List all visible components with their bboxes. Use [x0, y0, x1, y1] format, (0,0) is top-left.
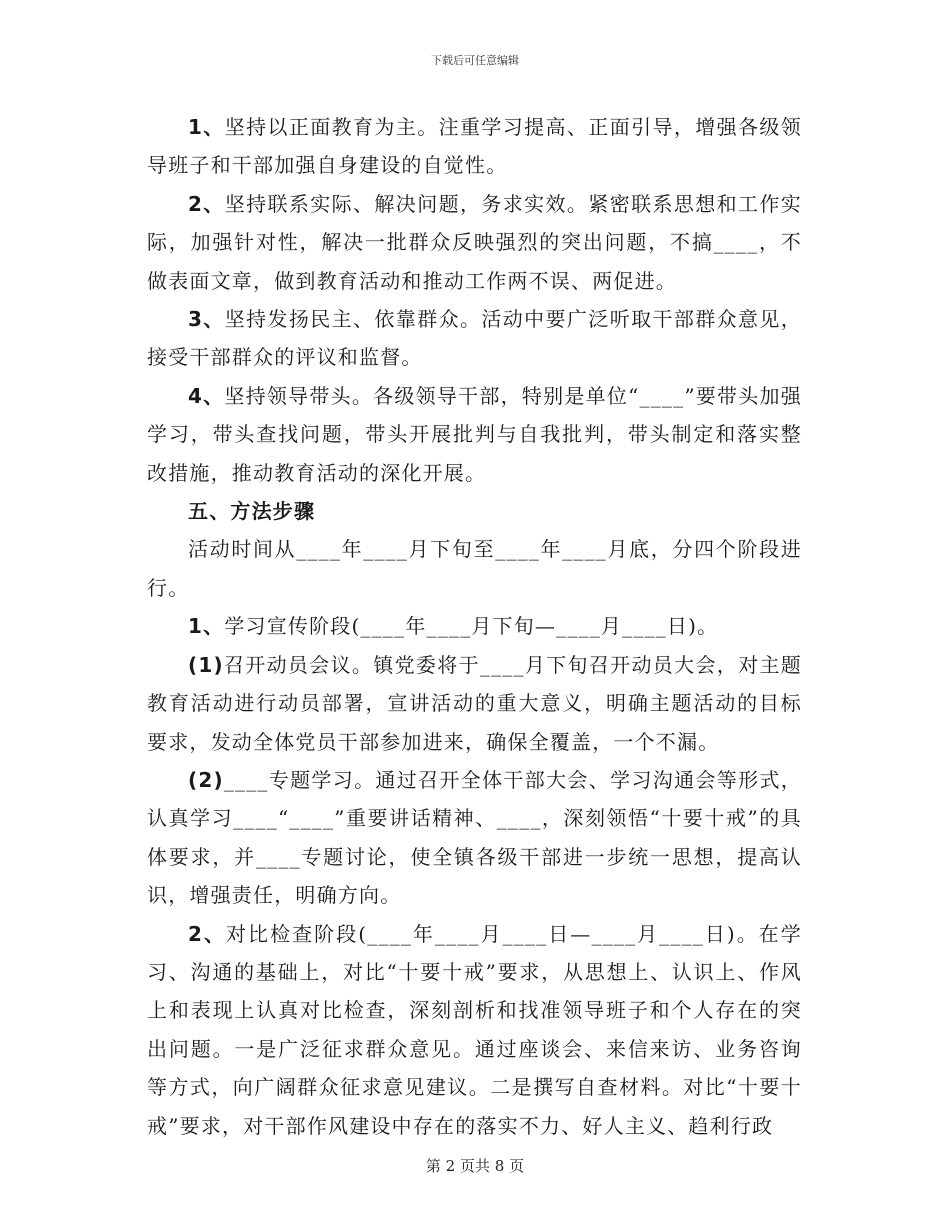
principle-paragraph-2	[147, 185, 802, 300]
paragraph-text: 学习宣传阶段(____年____月下旬—____月____日)。	[224, 614, 719, 639]
paragraph-number: 1、	[188, 614, 225, 639]
page-header: 下载后可任意编辑	[431, 54, 519, 67]
paragraph-text: 坚持以正面教育为主。注重学习提高、正面引导，增强各级领导班子和干部加强自身建设的自觉性。	[147, 115, 802, 178]
timeline-paragraph	[147, 530, 802, 607]
page-footer: 第 2 页共 8 页	[425, 1157, 525, 1175]
stage-1-heading	[147, 607, 802, 645]
paragraph-text: 活动时间从____年____月下旬至____年____月底，分四个阶段进行。	[147, 537, 802, 600]
paragraph-text: 坚持领导带头。各级领导干部，特别是单位“____”要带头加强学习，带头查找问题，带头开展批判与自我批判，带头制定和落实整改措施，推动教育活动的深化开展。	[147, 383, 802, 485]
document-body	[147, 108, 802, 1145]
stage-2-paragraph	[147, 915, 802, 1145]
principle-paragraph-4	[147, 377, 802, 492]
paragraph-number: (2)	[188, 767, 224, 792]
paragraph-text: 召开动员会议。镇党委将于____月下旬召开动员大会，对主题教育活动进行动员部署，宣讲活动的重大意义，明确主题活动的目标要求，发动全体党员干部参加进来，确保全覆盖，一个不漏。	[147, 652, 802, 754]
paragraph-number: 1、	[188, 115, 225, 139]
paragraph-text: 坚持联系实际、解决问题，务求实效。紧密联系思想和工作实际，加强针对性，解决一批群众反映强烈的突出问题，不搞____，不做表面文章，做到教育活动和推动工作两不误、两促进。	[147, 191, 802, 293]
principle-paragraph-3	[147, 300, 802, 377]
paragraph-number: 4、	[188, 383, 225, 408]
paragraph-number: 2、	[188, 191, 225, 216]
paragraph-number: (1)	[188, 652, 224, 677]
principle-paragraph-1	[147, 108, 802, 185]
paragraph-text: ____专题学习。通过召开全体干部大会、学习沟通会等形式，认真学习____“____”重要讲话精神、____，深刻领悟“十要十戒”的具体要求，并____专题讨论，使全镇各级干部进一步统一思想，提高认识，增强责任，明确方向。	[147, 767, 802, 908]
stage-1-item-1	[147, 646, 802, 761]
paragraph-text: 对比检查阶段(____年____月____日—____月____日)。在学习、沟通的基础上，对比“十要十戒”要求，从思想上、认识上、作风上和表现上认真对比检查，深刻剖析和找准领导班子和个人存在的突出问题。一是广泛征求群众意见。通过座谈会、来信来访、业务咨询等方式，向广阔群众征求意见建议。二是撰写自查材料。对比“十要十戒”要求，对干部作风建设中存在的落实不力、好人主义、趋利行政	[147, 921, 802, 1138]
stage-1-item-2	[147, 761, 802, 915]
paragraph-text: 坚持发扬民主、依靠群众。活动中要广泛听取干部群众意见，接受干部群众的评议和监督。	[147, 307, 802, 370]
paragraph-number: 3、	[188, 307, 225, 332]
section-heading: 五、方法步骤	[188, 499, 316, 524]
paragraph-number: 2、	[188, 921, 226, 946]
